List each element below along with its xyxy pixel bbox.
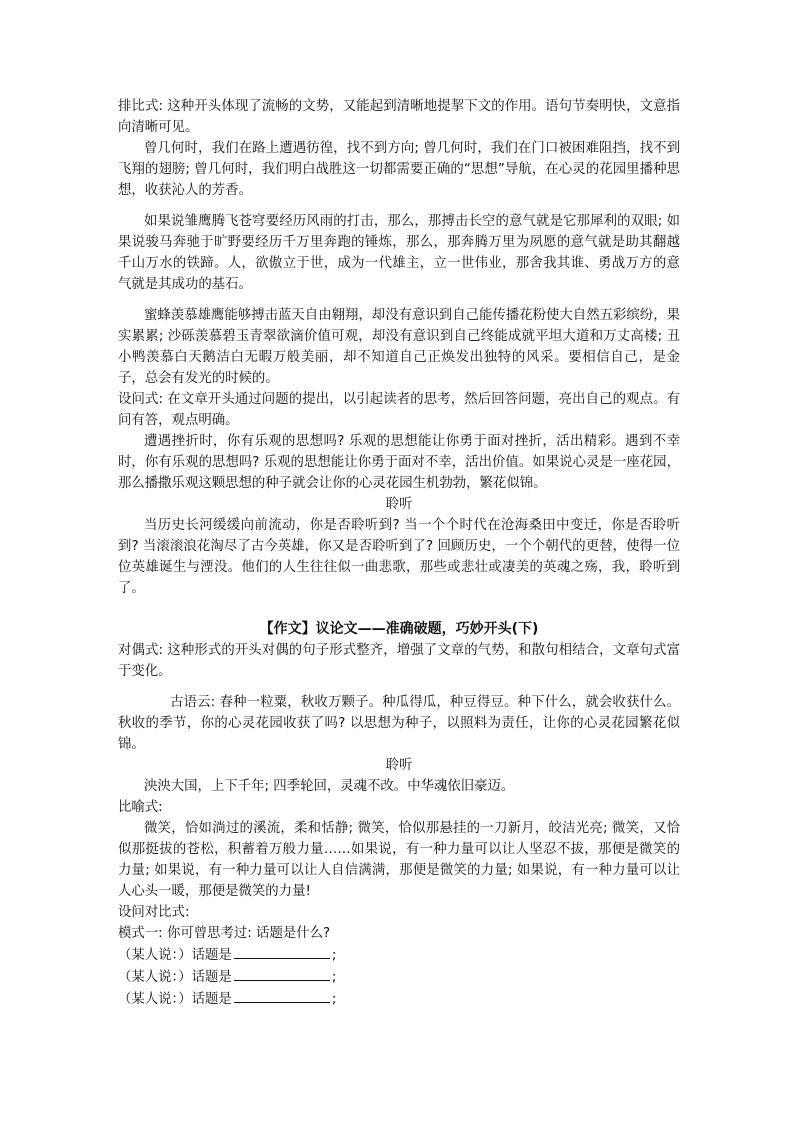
paragraph-antithesis-example: 古语云: 春种一粒粟，秋收万颗子。种瓜得瓜，种豆得豆。种下什么，就会收获什么。秋收的季节，你的心灵花园收获了吗? 以思想为种子，以照料为责任，让你的心灵花园繁花似锦。 <box>118 695 680 752</box>
paragraph-metaphor-example: 微笑，恰如淌过的溪流，柔和恬静; 微笑，恰似那悬挂的一刀新月，皎洁光亮; 微笑，又恰似那挺拔的苍松，积蓄着万般力量……如果说，有一种力量可以让人坚忍不拔，那便是微笑的力量; 如果说，有一种力量可以让人自信满满，那便是微笑的力量; 如果说，有一种力量可以让人心头一暖，那便是微笑的力量! <box>118 821 680 899</box>
paragraph-metaphor-label: 比喻式: <box>118 800 163 815</box>
blank-line-prefix: （某人说：）话题是 <box>118 970 232 985</box>
paragraph-listen-short: 泱泱大国，上下千年; 四季轮回，灵魂不改。中华魂依旧豪迈。 <box>144 779 515 794</box>
paragraph-parallelism-example-2: 如果说雏鹰腾飞苍穹要经历风雨的打击，那么，那搏击长空的意气就是它那犀利的双眼; 如果说骏马奔驰于旷野要经历千万里奔跑的锤炼，那么，那奔腾万里为夙愿的意气就是助其翻越千山万水的铁蹄。人，欲傲立于世，成为一代雄主，立一世伟业，那舍我其谁、勇战万方的意气就是其成功的基石。 <box>118 214 680 292</box>
blank-line-suffix: ; <box>331 992 337 1007</box>
fill-in-blank[interactable] <box>234 988 330 1003</box>
paragraph-contrast-label: 设问对比式: <box>118 905 190 920</box>
paragraph-question-intro: 设问式: 在文章开头通过问题的提出，以引起读者的思考，然后回答问题，亮出自己的观点。有问有答，观点明确。 <box>118 392 680 428</box>
blank-line <box>118 944 680 966</box>
blank-line-suffix: ; <box>331 948 337 963</box>
fill-in-blank[interactable] <box>234 944 330 959</box>
paragraph-parallelism-intro: 排比式: 这种开头体现了流畅的文势，又能起到清晰地提挈下文的作用。语句节奏明快，文意指向清晰可见。 <box>118 99 680 135</box>
fill-in-blank[interactable] <box>234 966 330 981</box>
blank-line <box>118 988 680 1010</box>
section-heading: 【作文】议论文——准确破题，巧妙开头(下) <box>259 621 539 637</box>
blank-line-suffix: ; <box>331 970 337 985</box>
example-title-listen-2: 聆听 <box>385 758 413 773</box>
blank-line-prefix: （某人说：）话题是 <box>118 948 232 963</box>
document-page <box>118 96 680 1010</box>
paragraph-listen-example: 当历史长河缓缓向前流动，你是否聆听到? 当一个个时代在沧海桑田中变迁，你是否聆听到? 当滚滚浪花淘尽了古今英雄，你又是否聆听到了? 回顾历史，一个个朝代的更替，使得一位位英雄诞生与湮没。他们的人生往往似一曲悲歌，那些或悲壮或凄美的英魂之殇，我，聆听到了。 <box>118 518 680 596</box>
paragraph-antithesis-intro: 对偶式: 这种形式的开头对偶的句子形式整齐，增强了文章的气势，和散句相结合，文章句式富于变化。 <box>118 643 680 679</box>
paragraph-parallelism-example-3: 蜜蜂羡慕雄鹰能够搏击蓝天自由翱翔，却没有意识到自己能传播花粉使大自然五彩缤纷，果实累累; 沙砾羡慕碧玉青翠欲滴价值可观，却没有意识到自己终能成就平坦大道和万丈高楼; 丑小鸭羡慕白天鹅洁白无暇万般美丽，却不知道自己正焕发出独特的风采。要相信自己，是金子，总会有发光的时候的。 <box>118 308 680 386</box>
blank-line-prefix: （某人说：）话题是 <box>118 992 232 1007</box>
example-title-listen-1: 聆听 <box>385 497 413 512</box>
paragraph-parallelism-example-1: 曾几何时，我们在路上遭遇彷徨，找不到方向; 曾几何时，我们在门口被困难阻挡，找不到飞翔的翅膀; 曾几何时，我们明白战胜这一切都需要正确的“思想”导航，在心灵的花园里播种思想，收获沁人的芳香。 <box>118 141 680 198</box>
blank-line <box>118 966 680 988</box>
paragraph-mode-one: 模式一: 你可曾思考过: 话题是什么? <box>118 926 331 941</box>
paragraph-question-example: 遭遇挫折时，你有乐观的思想吗? 乐观的思想能让你勇于面对挫折，活出精彩。遇到不幸时，你有乐观的思想吗? 乐观的思想能让你勇于面对不幸，活出价值。如果说心灵是一座花园，那么播撒乐观这颗思想的种子就会让你的心灵花园生机勃勃，繁花似锦。 <box>118 434 680 491</box>
